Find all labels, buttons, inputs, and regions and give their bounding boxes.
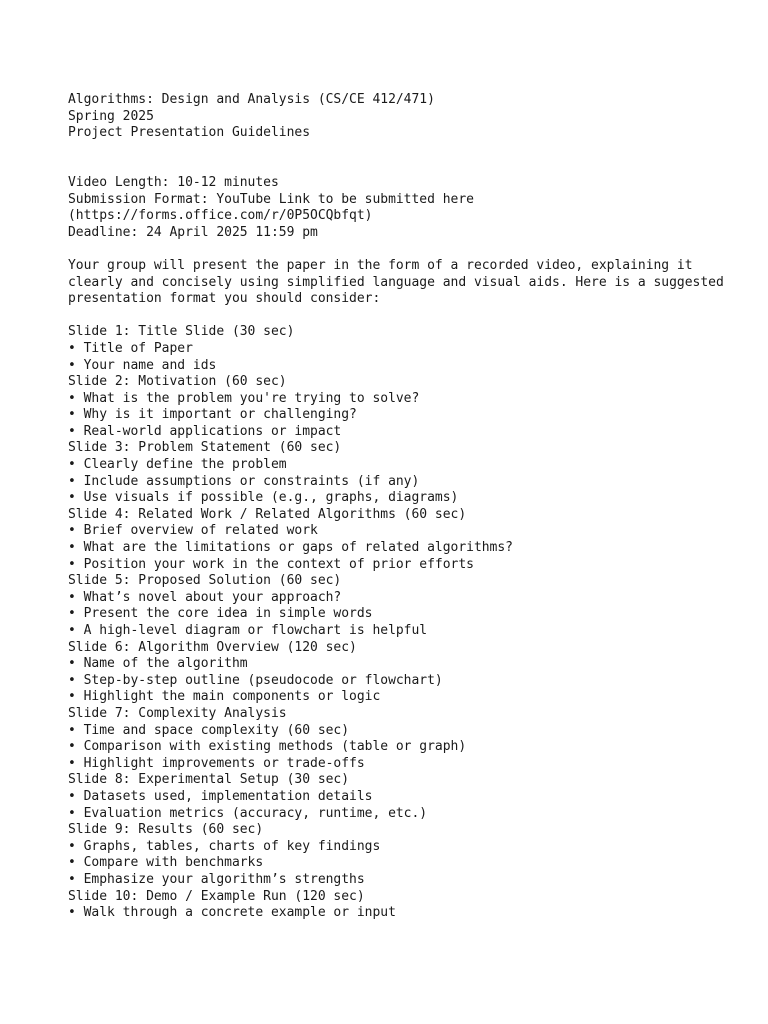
bullet-item: • Include assumptions or constraints (if any) <box>68 473 420 489</box>
spacer <box>68 308 748 325</box>
course-title: Algorithms: Design and Analysis (CS/CE 412/471) <box>68 92 435 107</box>
deadline: Deadline: 24 April 2025 11:59 pm <box>68 224 318 240</box>
intro-line-1: Your group will present the paper in the form of a recorded video, explaining it <box>68 257 693 273</box>
bullet-item: • Datasets used, implementation details <box>68 788 373 804</box>
bullet-item: • Time and space complexity (60 sec) <box>68 722 350 738</box>
spacer <box>68 241 748 258</box>
bullet-item: • Walk through a concrete example or input <box>68 905 396 921</box>
bullet-item: • Why is it important or challenging? <box>68 407 357 423</box>
bullet-item: • Position your work in the context of prior efforts <box>68 556 474 572</box>
document-body <box>68 92 748 922</box>
bullet-item: • Highlight improvements or trade-offs <box>68 755 365 771</box>
bullet-item: • Clearly define the problem <box>68 457 287 473</box>
submission-format: Submission Format: YouTube Link to be submitted here <box>68 191 474 207</box>
slide-heading: Slide 6: Algorithm Overview (120 sec) <box>68 639 357 655</box>
intro-line-2: clearly and concisely using simplified language and visual aids. Here is a suggested <box>68 274 724 290</box>
slide-heading: Slide 7: Complexity Analysis <box>68 705 287 721</box>
intro-line-3: presentation format you should consider: <box>68 291 381 307</box>
slide-heading: Slide 9: Results (60 sec) <box>68 822 264 838</box>
slide-heading: Slide 5: Proposed Solution (60 sec) <box>68 573 342 589</box>
bullet-item: • What are the limitations or gaps of related algorithms? <box>68 540 513 556</box>
bullet-item: • What is the problem you're trying to solve? <box>68 390 420 406</box>
slide-heading: Slide 3: Problem Statement (60 sec) <box>68 440 342 456</box>
slide-heading: Slide 4: Related Work / Related Algorithms (60 sec) <box>68 506 467 522</box>
bullet-item: • Step-by-step outline (pseudocode or flowchart) <box>68 672 443 688</box>
bullet-item: • Real-world applications or impact <box>68 423 342 439</box>
bullet-item: • Highlight the main components or logic <box>68 689 381 705</box>
term: Spring 2025 <box>68 108 154 124</box>
bullet-item: • Emphasize your algorithm’s strengths <box>68 871 365 887</box>
bullet-item: • Name of the algorithm <box>68 656 248 672</box>
bullet-item: • Title of Paper <box>68 340 193 356</box>
bullet-item: • Graphs, tables, charts of key findings <box>68 838 381 854</box>
slide-heading: Slide 1: Title Slide (30 sec) <box>68 324 295 340</box>
slide-heading: Slide 8: Experimental Setup (30 sec) <box>68 772 350 788</box>
video-length: Video Length: 10-12 minutes <box>68 174 279 190</box>
bullet-item: • Comparison with existing methods (table or graph) <box>68 739 467 755</box>
bullet-item: • Present the core idea in simple words <box>68 606 373 622</box>
bullet-item: • A high-level diagram or flowchart is helpful <box>68 623 428 638</box>
spacer <box>68 142 748 175</box>
slide-heading: Slide 2: Motivation (60 sec) <box>68 374 287 390</box>
bullet-item: • Brief overview of related work <box>68 523 318 539</box>
bullet-item: • What’s novel about your approach? <box>68 589 342 605</box>
submission-link[interactable]: (https://forms.office.com/r/0P5OCQbfqt) <box>68 208 373 224</box>
bullet-item: • Your name and ids <box>68 357 217 373</box>
document-title: Project Presentation Guidelines <box>68 125 311 141</box>
slide-heading: Slide 10: Demo / Example Run (120 sec) <box>68 888 365 904</box>
bullet-item: • Compare with benchmarks <box>68 855 264 871</box>
bullet-item: • Evaluation metrics (accuracy, runtime, etc.) <box>68 805 428 821</box>
bullet-item: • Use visuals if possible (e.g., graphs, diagrams) <box>68 490 459 506</box>
